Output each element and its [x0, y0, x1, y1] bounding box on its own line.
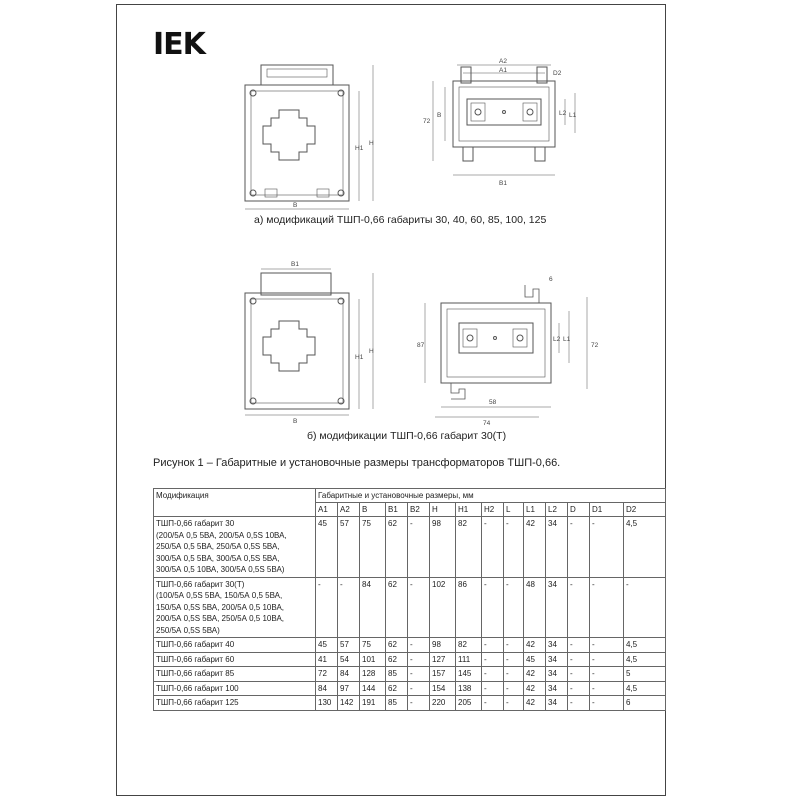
- cell-b: 144: [360, 681, 386, 696]
- table-row: [154, 517, 666, 578]
- cell-h: 98: [430, 638, 456, 653]
- label-a-72: 72: [423, 118, 431, 125]
- cell-l: -: [504, 667, 524, 682]
- cell-b: 84: [360, 577, 386, 638]
- cell-a2: 54: [338, 652, 360, 667]
- label-a-a1: A1: [499, 67, 507, 74]
- cell-l1: 42: [524, 667, 546, 682]
- cell-b1: 62: [386, 517, 408, 578]
- cell-l2: 34: [546, 577, 568, 638]
- cell-h1: 138: [456, 681, 482, 696]
- cell-l2: 34: [546, 517, 568, 578]
- cell-h: 157: [430, 667, 456, 682]
- label-b-l1: L1: [563, 336, 571, 343]
- cell-h2: -: [482, 696, 504, 711]
- figure-caption: Рисунок 1 – Габаритные и установочные размеры трансформаторов ТШП-0,66.: [153, 457, 561, 469]
- cell-l2: 34: [546, 667, 568, 682]
- table-row: [154, 652, 666, 667]
- col-h2: H2: [482, 503, 504, 517]
- label-b-h1: H1: [355, 354, 364, 361]
- row-modification: ТШП-0,66 габарит 40: [154, 638, 316, 653]
- col-h1: H1: [456, 503, 482, 517]
- row-modification: ТШП-0,66 габарит 125: [154, 696, 316, 711]
- cell-b: 75: [360, 638, 386, 653]
- cell-l: -: [504, 638, 524, 653]
- cell-l1: 42: [524, 696, 546, 711]
- cell-d: -: [568, 667, 590, 682]
- cell-h2: -: [482, 667, 504, 682]
- cell-h2: -: [482, 652, 504, 667]
- table-row: [154, 638, 666, 653]
- cell-l1: 42: [524, 681, 546, 696]
- cell-d1: -: [590, 517, 624, 578]
- document-page: [116, 4, 666, 796]
- cell-b1: 85: [386, 667, 408, 682]
- cell-l1: 42: [524, 638, 546, 653]
- cell-a1: 45: [316, 638, 338, 653]
- cell-d: -: [568, 638, 590, 653]
- dimensions-table: [153, 488, 666, 711]
- col-b1: B1: [386, 503, 408, 517]
- label-b-l2: L2: [553, 336, 561, 343]
- cell-b: 191: [360, 696, 386, 711]
- cell-d2: 4,5: [624, 638, 666, 653]
- cell-l1: 48: [524, 577, 546, 638]
- label-a-h1: H1: [355, 145, 364, 152]
- cell-b2: -: [408, 696, 430, 711]
- label-a-b: B: [293, 202, 298, 209]
- cell-b: 128: [360, 667, 386, 682]
- cell-a2: 84: [338, 667, 360, 682]
- drawing-a-top-view: [417, 53, 587, 193]
- table-row: [154, 681, 666, 696]
- label-b-87: 87: [417, 342, 425, 349]
- label-a-a2: A2: [499, 58, 507, 65]
- col-l: L: [504, 503, 524, 517]
- cell-b2: -: [408, 577, 430, 638]
- label-a-h: H: [369, 140, 374, 147]
- cell-l: -: [504, 577, 524, 638]
- label-b-b: B: [293, 418, 298, 425]
- cell-h: 220: [430, 696, 456, 711]
- cell-d2: 4,5: [624, 681, 666, 696]
- cell-d2: 5: [624, 667, 666, 682]
- label-a-l2: L2: [559, 110, 567, 117]
- table-row: [154, 577, 666, 638]
- cell-a1: 130: [316, 696, 338, 711]
- cell-l2: 34: [546, 696, 568, 711]
- col-d2: D2: [624, 503, 666, 517]
- cell-h2: -: [482, 681, 504, 696]
- col-a1: A1: [316, 503, 338, 517]
- cell-a2: 142: [338, 696, 360, 711]
- row-modification: ТШП-0,66 габарит 30(Т) (100/5А 0,5S 5ВА, 150/5А 0,5 5ВА, 150/5А 0,5S 5ВА, 200/5А 0,5 10ВА, 200/5А 0,5S 5ВА, 250/5А 0,5 10ВА, 250/5А 0,5S 5ВА): [154, 577, 316, 638]
- header-modification: Модификация: [154, 489, 316, 517]
- cell-h1: 82: [456, 517, 482, 578]
- label-a-b1-side: B: [437, 112, 442, 119]
- row-modification: ТШП-0,66 габарит 60: [154, 652, 316, 667]
- row-modification: ТШП-0,66 габарит 100: [154, 681, 316, 696]
- cell-d1: -: [590, 638, 624, 653]
- cell-a2: 57: [338, 638, 360, 653]
- cell-d2: -: [624, 577, 666, 638]
- cell-d1: -: [590, 577, 624, 638]
- cell-l: -: [504, 652, 524, 667]
- cell-a1: -: [316, 577, 338, 638]
- cell-b1: 62: [386, 638, 408, 653]
- cell-b2: -: [408, 681, 430, 696]
- cell-l1: 42: [524, 517, 546, 578]
- col-l1: L1: [524, 503, 546, 517]
- cell-h1: 145: [456, 667, 482, 682]
- cell-l1: 45: [524, 652, 546, 667]
- cell-l: -: [504, 696, 524, 711]
- cell-h2: -: [482, 638, 504, 653]
- label-b-72: 72: [591, 342, 599, 349]
- cell-a2: 97: [338, 681, 360, 696]
- cell-b1: 85: [386, 696, 408, 711]
- cell-a1: 45: [316, 517, 338, 578]
- caption-b: б) модификации ТШП-0,66 габарит 30(Т): [307, 430, 507, 442]
- label-a-b1: B1: [499, 180, 507, 187]
- col-b2: B2: [408, 503, 430, 517]
- cell-b2: -: [408, 667, 430, 682]
- cell-l: -: [504, 681, 524, 696]
- cell-d1: -: [590, 667, 624, 682]
- cell-b: 101: [360, 652, 386, 667]
- cell-d: -: [568, 652, 590, 667]
- cell-h: 102: [430, 577, 456, 638]
- cell-l: -: [504, 517, 524, 578]
- row-modification: ТШП-0,66 габарит 30 (200/5А 0,5 5ВА, 200/5А 0,5S 10ВА, 250/5А 0,5 5ВА, 250/5А 0,5S 5ВА, 300/5А 0,5 5ВА, 300/5А 0,5S 5ВА, 300/5А 0,5 10ВА, 300/5А 0,5S 5ВА): [154, 517, 316, 578]
- cell-d: -: [568, 681, 590, 696]
- label-b-58: 58: [489, 399, 497, 406]
- col-h: H: [430, 503, 456, 517]
- cell-h2: -: [482, 577, 504, 638]
- table-row: [154, 667, 666, 682]
- cell-d2: 4,5: [624, 517, 666, 578]
- cell-h1: 86: [456, 577, 482, 638]
- cell-a1: 41: [316, 652, 338, 667]
- iek-logo: IEK: [153, 27, 205, 62]
- cell-d2: 6: [624, 696, 666, 711]
- drawing-b-front-view: [235, 255, 385, 425]
- label-a-l1: L1: [569, 112, 577, 119]
- cell-a1: 84: [316, 681, 338, 696]
- label-b-h: H: [369, 348, 374, 355]
- cell-l2: 34: [546, 652, 568, 667]
- drawing-a-front-view: [235, 55, 385, 215]
- label-b-74: 74: [483, 420, 491, 427]
- cell-h1: 111: [456, 652, 482, 667]
- col-d: D: [568, 503, 590, 517]
- header-dimensions: Габаритные и установочные размеры, мм: [316, 489, 666, 503]
- cell-b: 75: [360, 517, 386, 578]
- cell-d2: 4,5: [624, 652, 666, 667]
- cell-l2: 34: [546, 638, 568, 653]
- cell-d: -: [568, 696, 590, 711]
- cell-b1: 62: [386, 577, 408, 638]
- cell-a2: -: [338, 577, 360, 638]
- table-row: [154, 696, 666, 711]
- caption-a: а) модификаций ТШП-0,66 габариты 30, 40, 60, 85, 100, 125: [254, 214, 547, 226]
- cell-d1: -: [590, 696, 624, 711]
- cell-h: 127: [430, 652, 456, 667]
- col-a2: A2: [338, 503, 360, 517]
- col-l2: L2: [546, 503, 568, 517]
- cell-h1: 205: [456, 696, 482, 711]
- label-b-b1: B1: [291, 261, 299, 268]
- cell-a1: 72: [316, 667, 338, 682]
- cell-b1: 62: [386, 681, 408, 696]
- cell-b2: -: [408, 652, 430, 667]
- cell-d: -: [568, 577, 590, 638]
- cell-a2: 57: [338, 517, 360, 578]
- drawing-b-top-view: [417, 267, 607, 427]
- cell-h: 98: [430, 517, 456, 578]
- cell-d1: -: [590, 652, 624, 667]
- row-modification: ТШП-0,66 габарит 85: [154, 667, 316, 682]
- label-b-6: 6: [549, 276, 553, 283]
- cell-d: -: [568, 517, 590, 578]
- col-b: B: [360, 503, 386, 517]
- col-d1: D1: [590, 503, 624, 517]
- cell-l2: 34: [546, 681, 568, 696]
- cell-b2: -: [408, 517, 430, 578]
- cell-h1: 82: [456, 638, 482, 653]
- cell-d1: -: [590, 681, 624, 696]
- cell-b1: 62: [386, 652, 408, 667]
- cell-h: 154: [430, 681, 456, 696]
- cell-b2: -: [408, 638, 430, 653]
- label-a-d2: D2: [553, 70, 562, 77]
- cell-h2: -: [482, 517, 504, 578]
